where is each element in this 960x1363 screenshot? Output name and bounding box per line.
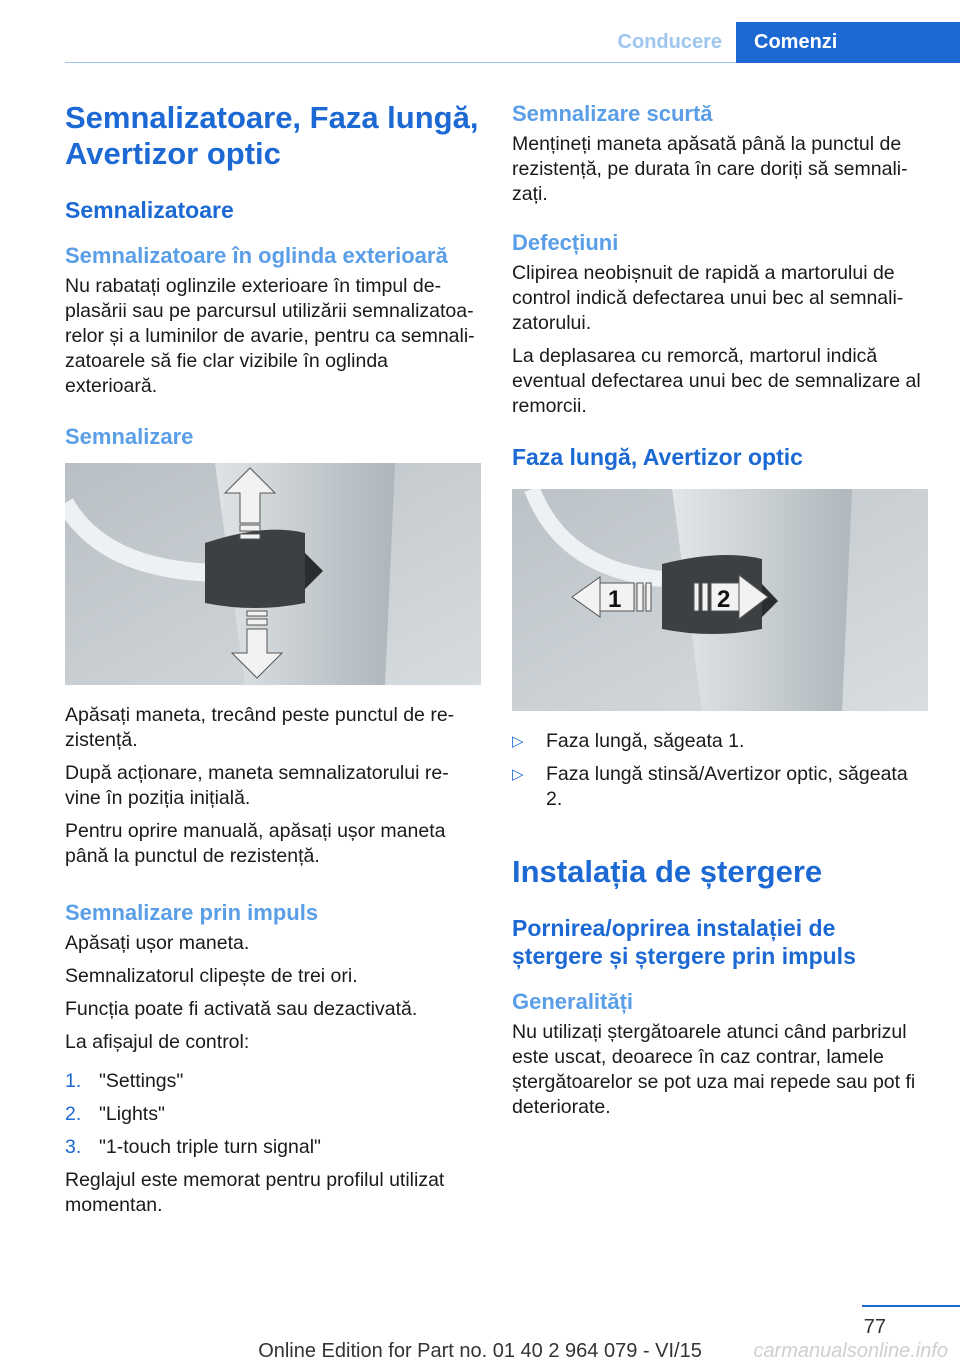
heading-semnalizare: Semnalizare	[65, 424, 194, 449]
list-item	[65, 1102, 481, 1127]
list-item	[512, 762, 928, 812]
site-watermark: carmanualsonline.info	[753, 1340, 948, 1362]
paragraph-clipeste: Semnalizatorul clipește de trei ori.	[65, 965, 358, 987]
list-item	[512, 729, 928, 754]
heading-generalitati: Generalități	[512, 989, 634, 1014]
step-text: "Lights"	[99, 1103, 165, 1125]
heading-oglinda: Semnalizatoare în oglinda exterioară	[65, 243, 448, 268]
heading-pornirea: Pornirea/oprirea instalației de ștergere și ștergere prin impuls	[512, 915, 856, 969]
heading-faza-lunga: Faza lungă, Avertizor optic	[512, 444, 803, 470]
paragraph-defect-2: La deplasarea cu remorcă, martorul indică eventual defectarea unui bec de semnalizare al remorcii.	[512, 345, 921, 417]
paragraph-reglaj: Reglajul este memorat pentru profilul utilizat momentan.	[65, 1169, 445, 1216]
section-tab-comenzi[interactable]: Comenzi	[736, 22, 960, 63]
step-number: 2.	[65, 1103, 82, 1125]
step-number: 1.	[65, 1070, 82, 1092]
paragraph-usor: Apăsați ușor maneta.	[65, 932, 250, 954]
heading-impuls: Semnalizare prin impuls	[65, 900, 319, 925]
paragraph-oglinda: Nu rabatați oglinzile exterioare în timpul de‐plasării sau pe parcursul utilizării semnalizatoa‐relor și a luminilor de avarie, pentru ca semnali‐zatoarele să fie clar vizibile în oglinda exterioară.	[65, 275, 475, 397]
left-column	[65, 100, 481, 1226]
paragraph-defect-1: Clipirea neobișnuit de rapidă a martorului de control indică defectarea unui bec al semnali‐zatorului.	[512, 262, 904, 334]
edition-text: Online Edition for Part no. 01 40 2 964 079 - VI/15	[258, 1340, 702, 1362]
heading-defectiuni: Defecțiuni	[512, 230, 619, 255]
high-beam-illustration	[512, 489, 928, 711]
step-text: "Settings"	[99, 1070, 184, 1092]
section-tab-conducere[interactable]: Conducere	[617, 31, 722, 53]
paragraph-apasati: Apăsați maneta, trecând peste punctul de re‐zistență.	[65, 704, 455, 751]
paragraph-dupa: După acționare, maneta semnalizatorului re‐vine în poziția inițială.	[65, 762, 449, 809]
bullet-triangle-icon: ▷	[512, 733, 524, 750]
heading-stergere: Instalația de ștergere	[512, 854, 823, 889]
turn-signal-lever-image	[65, 463, 481, 685]
arrow-label-2: 2	[717, 586, 731, 613]
paragraph-generalitati: Nu utilizați ștergătoarele atunci când parbrizul este uscat, deoarece în caz contrar, lamele ștergătoarelor se pot uza mai repede sau pot fi deteriorate.	[512, 1021, 916, 1118]
bullet-triangle-icon: ▷	[512, 766, 524, 783]
bullet-text: Faza lungă stinsă/Avertizor optic, săgeata 2.	[546, 763, 908, 810]
footer-divider	[862, 1305, 960, 1307]
bullet-text: Faza lungă, săgeata 1.	[546, 730, 745, 752]
right-column	[512, 100, 928, 1128]
page-number: 77	[863, 1316, 886, 1338]
paragraph-afisaj: La afișajul de control:	[65, 1031, 250, 1053]
settings-steps-list	[65, 1069, 481, 1160]
heading-semnalizatoare: Semnalizatoare	[65, 197, 234, 223]
arrow-label-1: 1	[608, 586, 622, 613]
paragraph-functia: Funcția poate fi activată sau dezactivată.	[65, 998, 418, 1020]
paragraph-oprire: Pentru oprire manuală, apăsați ușor maneta până la punctul de rezistență.	[65, 820, 446, 867]
high-beam-list	[512, 729, 928, 812]
list-item	[65, 1135, 481, 1160]
page-header	[65, 22, 960, 63]
paragraph-scurta: Mențineți maneta apăsată până la punctul de rezistență, pe durata în care doriți să semnali‐zați.	[512, 133, 908, 205]
heading-scurta: Semnalizare scurtă	[512, 101, 713, 126]
list-item	[65, 1069, 481, 1094]
step-number: 3.	[65, 1136, 82, 1158]
page-title: Semnalizatoare, Faza lungă, Avertizor optic	[65, 100, 479, 171]
step-text: "1-touch triple turn signal"	[99, 1136, 321, 1158]
high-beam-lever-image	[512, 489, 928, 711]
lever-illustration	[65, 463, 481, 685]
